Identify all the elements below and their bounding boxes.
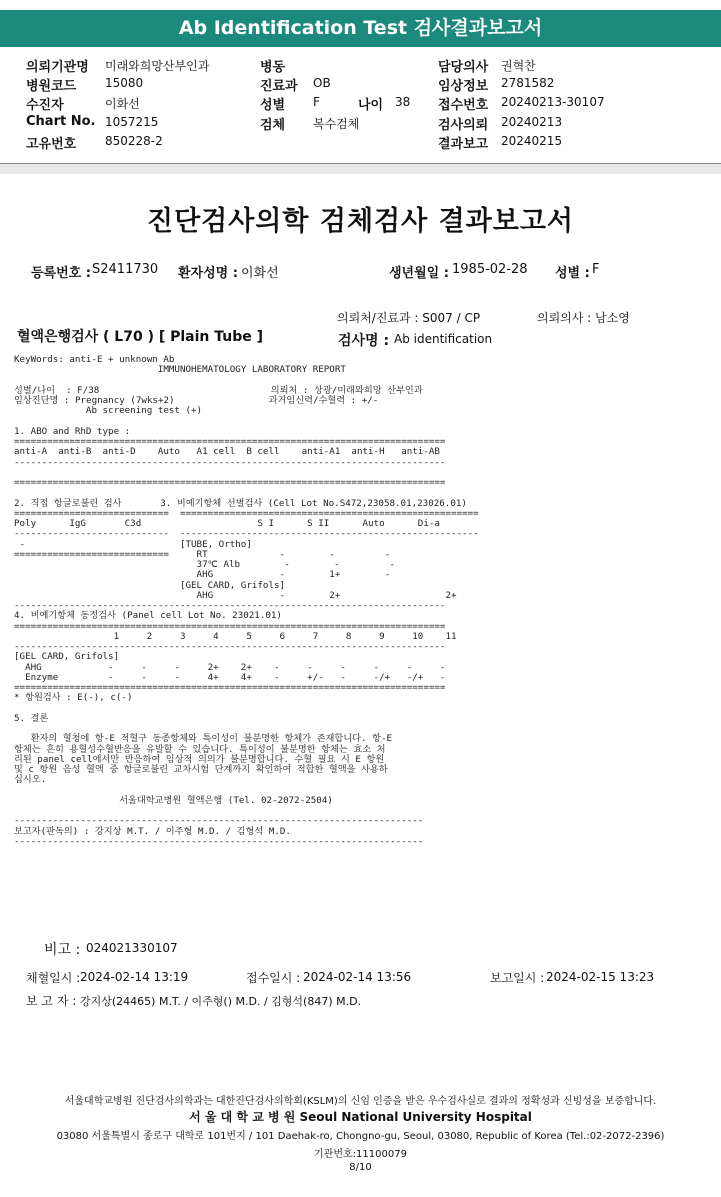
footer-address: 03080 서울특별시 종로구 대학로 101번지 / 101 Daehak-ro, Chongno-gu, Seoul, 03080, Republic of Korea (Tel.:02-2072-2396)	[56, 1131, 665, 1142]
report-line: - [TUBE, Ortho]	[14, 538, 252, 550]
age-value: 38	[395, 95, 411, 109]
info-value: 1057215	[105, 115, 159, 129]
report-line: 보고자(판독의) : 강지상 M.T. / 이주형 M.D. / 김형석 M.D.	[14, 825, 291, 837]
report-line: AHG - 1+ -	[14, 569, 391, 581]
name-label: 환자성명 :	[178, 266, 238, 281]
info-label: 의뢰기관명	[26, 60, 89, 75]
info-label: 진료과	[260, 79, 298, 94]
report-line: ==============================================================================	[14, 620, 446, 632]
report-header-bar	[0, 10, 721, 47]
info-label: 고유번호	[26, 137, 77, 152]
header-title: Ab Identification Test 검사결과보고서	[178, 17, 543, 39]
reporter-label: 보 고 자 :	[26, 994, 77, 1008]
report-line: ------------------------------------------------------------------------------	[14, 600, 446, 611]
report-line: [GEL CARD, Grifols]	[14, 651, 120, 663]
report-line: --------------------------------------------------------------------------	[14, 835, 424, 847]
report-line: ==============================================================================	[14, 682, 446, 693]
report-line: ---------------------------- ------------------------------------------------------	[14, 528, 479, 540]
report-line: 환자의 혈청에 항-E 적혈구 동종항체와 특이성이 불분명한 항체가 존재합니다. 항-E	[14, 733, 393, 745]
report-line: 4. 비예기항체 동정검사 (Panel cell Lot No. 23021.01)	[14, 610, 282, 622]
info-label: 접수번호	[438, 98, 489, 113]
report-line: * 항원검사 : E(-), c(-)	[14, 692, 133, 704]
receive-value: 2024-02-14 13:56	[303, 970, 412, 984]
report-line: --------------------------------------------------------------------------	[14, 815, 424, 827]
doctor-info: 의뢰의사 : 남소영	[537, 311, 630, 325]
report-line: 리된 panel cell에서만 반응하여 임상적 의의가 불분명합니다. 수혈 필요 시 E 항원	[14, 753, 385, 765]
report-line: 임상진단명 : Pregnancy (7wks+2) 과거임신력/수혈력 : +/-	[14, 395, 379, 406]
info-value: 권혁찬	[501, 59, 536, 73]
info-label: 담당의사	[438, 60, 489, 75]
report-line: ============================ RT - - -	[14, 548, 391, 560]
report-line: 십시오.	[14, 774, 47, 786]
report-line: 서울대학교병원 혈액은행 (Tel. 02-2072-2504)	[14, 794, 333, 806]
info-value: 15080	[105, 76, 144, 90]
name-value: 이화선	[241, 266, 279, 281]
info-label: 수진자	[26, 98, 64, 113]
age-label: 나이	[358, 98, 384, 113]
info-label: 결과보고	[438, 137, 489, 152]
reg-value: S2411730	[92, 262, 159, 277]
lab-report-body	[14, 355, 594, 847]
info-value: 20240215	[501, 134, 563, 148]
report-line: KeyWords: anti-E + unknown Ab	[14, 354, 175, 365]
info-value: F	[313, 95, 320, 109]
report-line: Poly IgG C3d S I S II Auto Di-a	[14, 518, 440, 529]
report-line: Ab screening test (+)	[14, 405, 203, 417]
info-label: 임상정보	[438, 79, 489, 94]
report-line: 2. 직접 항글로불린 검사 3. 비예기항체 선별검사 (Cell Lot No.S472,23058.01,23026.01)	[14, 497, 467, 509]
sex-label: 성별 :	[555, 266, 590, 281]
report-title: 진단검사의학 검체검사 결과보고서	[146, 206, 575, 237]
reportdt-value: 2024-02-15 13:23	[546, 970, 655, 984]
top-margin	[0, 0, 721, 10]
dept-info: 의뢰처/진료과 : S007 / CP	[337, 311, 481, 325]
info-value: 20240213	[501, 115, 563, 129]
info-value: 20240213-30107	[501, 95, 605, 109]
info-label: Chart No.	[26, 114, 96, 129]
report-line: [GEL CARD, Grifols]	[14, 579, 286, 591]
footer-hospital-name: 서 울 대 학 교 병 원 Seoul National University Hospital	[189, 1110, 532, 1124]
reportdt-label: 보고일시 :	[490, 971, 545, 985]
info-label: 성별	[260, 98, 286, 113]
report-line: Enzyme - - - 4+ 4+ - +/- - -/+ -/+ -	[14, 671, 446, 683]
info-label: 병원코드	[26, 79, 77, 94]
remark-value: 024021330107	[86, 941, 178, 955]
report-line: ==============================================================================	[14, 477, 446, 488]
receive-label: 접수일시 :	[246, 971, 301, 985]
remark-label: 비고 :	[44, 942, 81, 958]
report-line: 항체는 흔히 용혈성수혈반응을 유발할 수 있습니다. 특이성이 불분명한 항체는 효소 처	[14, 743, 386, 755]
sex-value: F	[592, 262, 600, 277]
report-line: 1. ABO and RhD type :	[14, 425, 131, 437]
report-line: ------------------------------------------------------------------------------	[14, 456, 446, 468]
page-number: 8/10	[349, 1162, 372, 1173]
report-line: IMMUNOHEMATOLOGY LABORATORY REPORT	[14, 364, 346, 376]
info-value: 2781582	[501, 76, 555, 90]
info-label: 병동	[260, 60, 286, 75]
reporter-value: 강지상(24465) M.T. / 이주형() M.D. / 김형석(847) M.D.	[80, 995, 362, 1008]
info-value: 850228-2	[105, 134, 163, 148]
footer-institution-code: 기관번호:11100079	[314, 1149, 407, 1160]
collect-label: 채혈일시 :	[26, 971, 81, 985]
report-line: ==============================================================================	[14, 436, 446, 447]
report-line	[14, 704, 594, 714]
info-value: 미래와희망산부인과	[105, 59, 210, 73]
info-label: 검체	[260, 118, 286, 133]
report-line: 1 2 3 4 5 6 7 8 9 10 11	[14, 630, 457, 642]
footer-certification: 서울대학교병원 진단검사의학과는 대한진단검사의학회(KSLM)의 신임 인증을 받은 우수검사실로 결과의 정확성과 신빙성을 보증합니다.	[64, 1096, 657, 1107]
report-line: 5. 결론	[14, 712, 49, 724]
report-line: ============================ ======================================================	[14, 507, 479, 519]
info-value: 이화선	[105, 97, 140, 111]
info-value: 복수검체	[313, 117, 360, 131]
report-line: ------------------------------------------------------------------------------	[14, 641, 446, 652]
dob-value: 1985-02-28	[452, 262, 528, 277]
patient-info-panel	[0, 47, 721, 165]
report-line: anti-A anti-B anti-D Auto A1 cell B cell anti-A1 anti-H anti-AB	[14, 446, 440, 458]
dob-label: 생년월일 :	[389, 266, 449, 281]
testname-value: Ab identification	[394, 332, 493, 346]
report-line: 성별/나이 : F/38 의뢰처 : 상광/미래와희망 산부인과	[14, 384, 423, 396]
report-line: 37℃ Alb - - -	[14, 559, 395, 570]
info-value: OB	[313, 76, 331, 90]
report-line: 및 c 항원 음성 혈액 중 항글로불린 교차시험 단계까지 확인하여 적합한 혈액을 사용하	[14, 764, 388, 775]
report-line	[14, 488, 594, 498]
collect-value: 2024-02-14 13:19	[80, 970, 189, 984]
testname-label: 검사명 :	[338, 333, 390, 349]
reg-label: 등록번호 :	[31, 266, 91, 281]
report-line: AHG - 2+ 2+	[14, 589, 457, 601]
report-line: AHG - - - 2+ 2+ - - - - - -	[14, 661, 446, 673]
exam-title: 혈액은행검사 ( L70 ) [ Plain Tube ]	[17, 329, 264, 345]
info-label: 검사의뢰	[438, 118, 489, 133]
section-divider	[0, 164, 721, 174]
